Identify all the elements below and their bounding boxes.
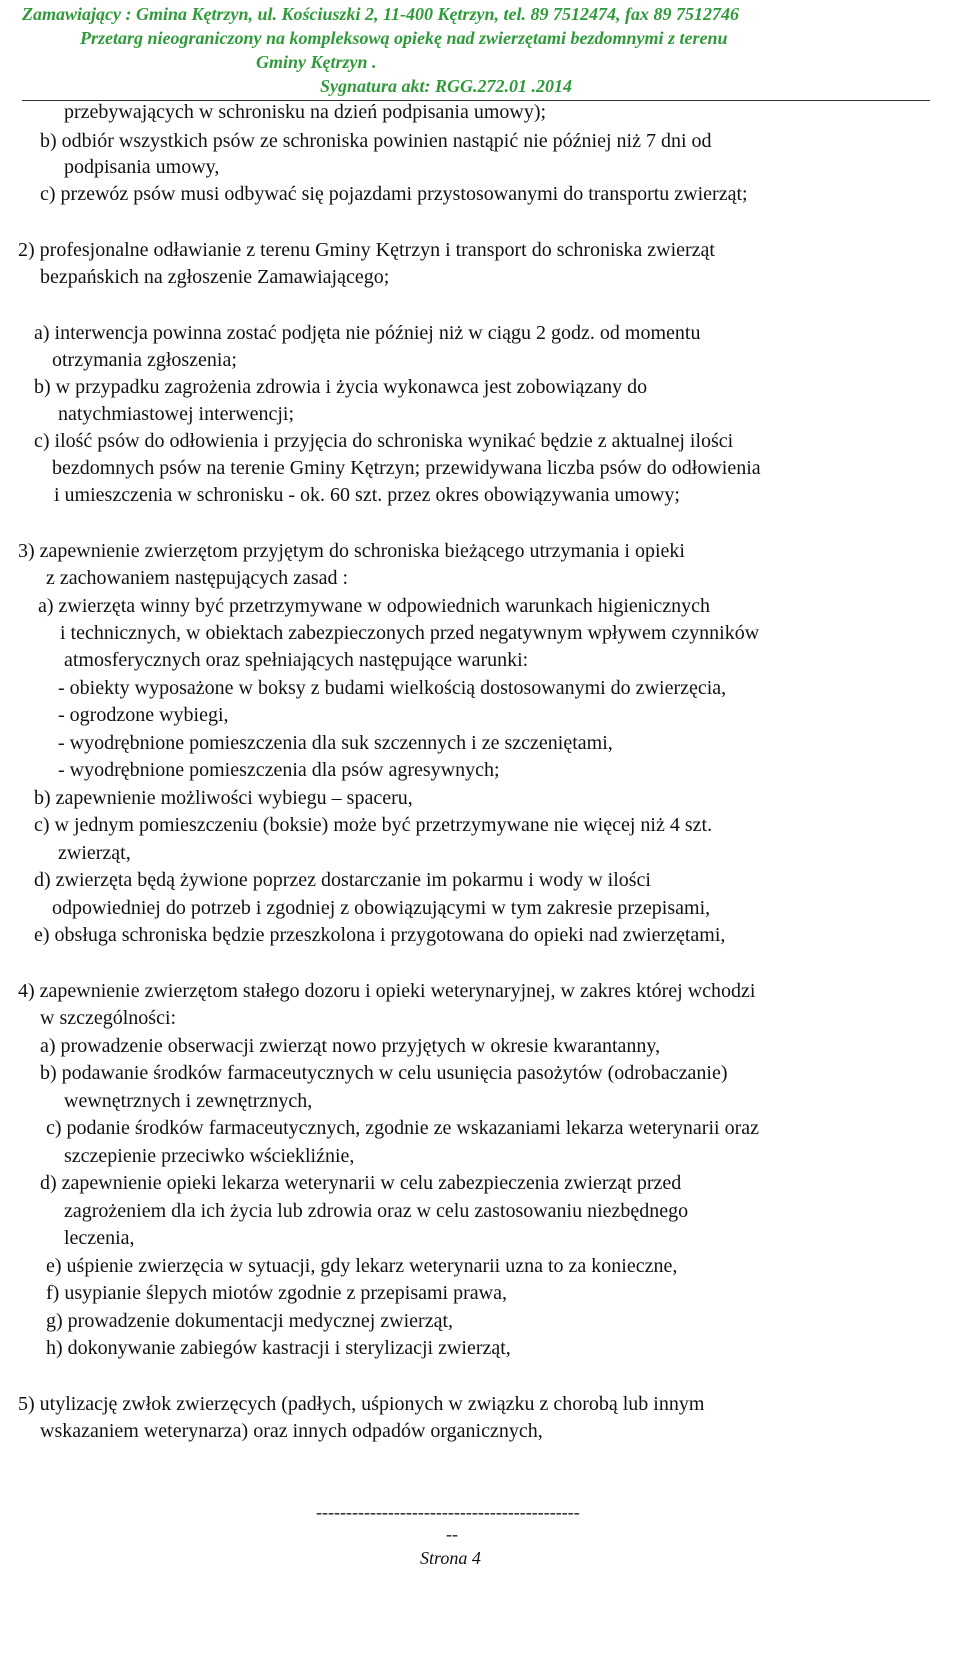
body-line: szczepienie przeciwko wściekliźnie, bbox=[64, 1145, 355, 1167]
body-line: i technicznych, w obiektach zabezpieczonych przed negatywnym wpływem czynników bbox=[60, 622, 760, 644]
body-line: a) prowadzenie obserwacji zwierząt nowo przyjętych w okresie kwarantanny, bbox=[40, 1035, 661, 1057]
body-line: b) w przypadku zagrożenia zdrowia i życia wykonawca jest zobowiązany do bbox=[34, 376, 648, 398]
body-line: 3) zapewnienie zwierzętom przyjętym do schroniska bieżącego utrzymania i opieki bbox=[18, 540, 685, 562]
body-line: przebywających w schronisku na dzień podpisania umowy); bbox=[64, 101, 547, 123]
header-tender-title: Przetarg nieograniczony na kompleksową opiekę nad zwierzętami bezdomnymi z terenu bbox=[80, 28, 728, 48]
body-line: f) usypianie ślepych miotów zgodnie z przepisami prawa, bbox=[46, 1282, 507, 1304]
body-line: - wyodrębnione pomieszczenia dla suk szczennych i ze szczeniętami, bbox=[58, 732, 613, 754]
body-line: bezpańskich na zgłoszenie Zamawiającego; bbox=[40, 266, 390, 288]
header-tender-title-cont: Gminy Kętrzyn . bbox=[256, 52, 377, 72]
body-line: bezdomnych psów na terenie Gminy Kętrzyn; przewidywana liczba psów do odłowienia bbox=[52, 457, 761, 479]
body-line: a) zwierzęta winny być przetrzymywane w odpowiednich warunkach higienicznych bbox=[38, 595, 710, 617]
body-line: 5) utylizację zwłok zwierzęcych (padłych, uśpionych w związku z chorobą lub innym bbox=[18, 1393, 705, 1415]
body-line: a) interwencja powinna zostać podjęta nie później niż w ciągu 2 godz. od momentu bbox=[34, 322, 701, 344]
header-case-reference: Sygnatura akt: RGG.272.01 .2014 bbox=[320, 76, 573, 96]
body-line: d) zapewnienie opieki lekarza weterynarii w celu zabezpieczenia zwierząt przed bbox=[40, 1172, 682, 1194]
body-line: zagrożeniem dla ich życia lub zdrowia oraz w celu zastosowaniu niezbędnego bbox=[64, 1200, 689, 1222]
body-line: atmosferycznych oraz spełniających następujące warunki: bbox=[64, 649, 529, 671]
body-line: c) podanie środków farmaceutycznych, zgodnie ze wskazaniami lekarza weterynarii oraz bbox=[46, 1117, 759, 1139]
body-line: e) obsługa schroniska będzie przeszkolona i przygotowana do opieki nad zwierzętami, bbox=[34, 924, 726, 946]
body-line: i umieszczenia w schronisku - ok. 60 szt. przez okres obowiązywania umowy; bbox=[54, 484, 680, 506]
body-line: w szczególności: bbox=[40, 1007, 177, 1029]
body-line: natychmiastowej interwencji; bbox=[58, 403, 295, 425]
body-line: 4) zapewnienie zwierzętom stałego dozoru i opieki weterynaryjnej, w zakres której wchodzi bbox=[18, 980, 756, 1002]
body-line: leczenia, bbox=[64, 1227, 135, 1249]
page-number: Strona 4 bbox=[420, 1548, 481, 1568]
body-line: c) ilość psów do odłowienia i przyjęcia do schroniska wynikać będzie z aktualnej ilości bbox=[34, 430, 734, 452]
body-line: wewnętrznych i zewnętrznych, bbox=[64, 1090, 313, 1112]
body-line: b) odbiór wszystkich psów ze schroniska powinien nastąpić nie później niż 7 dni od bbox=[40, 130, 712, 152]
body-line: e) uśpienie zwierzęcia w sytuacji, gdy lekarz weterynarii uzna to za konieczne, bbox=[46, 1255, 678, 1277]
body-line: c) przewóz psów musi odbywać się pojazdami przystosowanymi do transportu zwierząt; bbox=[40, 183, 748, 205]
body-line: - wyodrębnione pomieszczenia dla psów agresywnych; bbox=[58, 759, 500, 781]
body-line: d) zwierzęta będą żywione poprzez dostarczanie im pokarmu i wody w ilości bbox=[34, 869, 651, 891]
body-line: - ogrodzone wybiegi, bbox=[58, 704, 229, 726]
body-line: - obiekty wyposażone w boksy z budami wielkością dostosowanymi do zwierzęcia, bbox=[58, 677, 727, 699]
body-line: z zachowaniem następujących zasad : bbox=[46, 567, 349, 589]
body-line: g) prowadzenie dokumentacji medycznej zwierząt, bbox=[46, 1310, 454, 1332]
body-line: otrzymania zgłoszenia; bbox=[52, 349, 237, 371]
body-line: b) podawanie środków farmaceutycznych w celu usunięcia pasożytów (odrobaczanie) bbox=[40, 1062, 728, 1084]
body-line: 2) profesjonalne odławianie z terenu Gminy Kętrzyn i transport do schroniska zwierząt bbox=[18, 239, 715, 261]
body-line: podpisania umowy, bbox=[64, 156, 220, 178]
body-line: odpowiedniej do potrzeb i zgodniej z obowiązującymi w tym zakresie przepisami, bbox=[52, 897, 711, 919]
body-line: wskazaniem weterynarza) oraz innych odpadów organicznych, bbox=[40, 1420, 543, 1442]
body-line: h) dokonywanie zabiegów kastracji i sterylizacji zwierząt, bbox=[46, 1337, 511, 1359]
body-line: c) w jednym pomieszczeniu (boksie) może być przetrzymywane nie więcej niż 4 szt. bbox=[34, 814, 713, 836]
body-line: b) zapewnienie możliwości wybiegu – spaceru, bbox=[34, 787, 413, 809]
footer-dashes-short: -- bbox=[446, 1524, 458, 1544]
body-line: zwierząt, bbox=[58, 842, 131, 864]
footer-dashes: -------------------------------------------- bbox=[316, 1502, 580, 1522]
header-contracting-authority: Zamawiający : Gmina Kętrzyn, ul. Kościuszki 2, 11-400 Kętrzyn, tel. 89 7512474, fax 89 7512746 bbox=[22, 4, 740, 24]
